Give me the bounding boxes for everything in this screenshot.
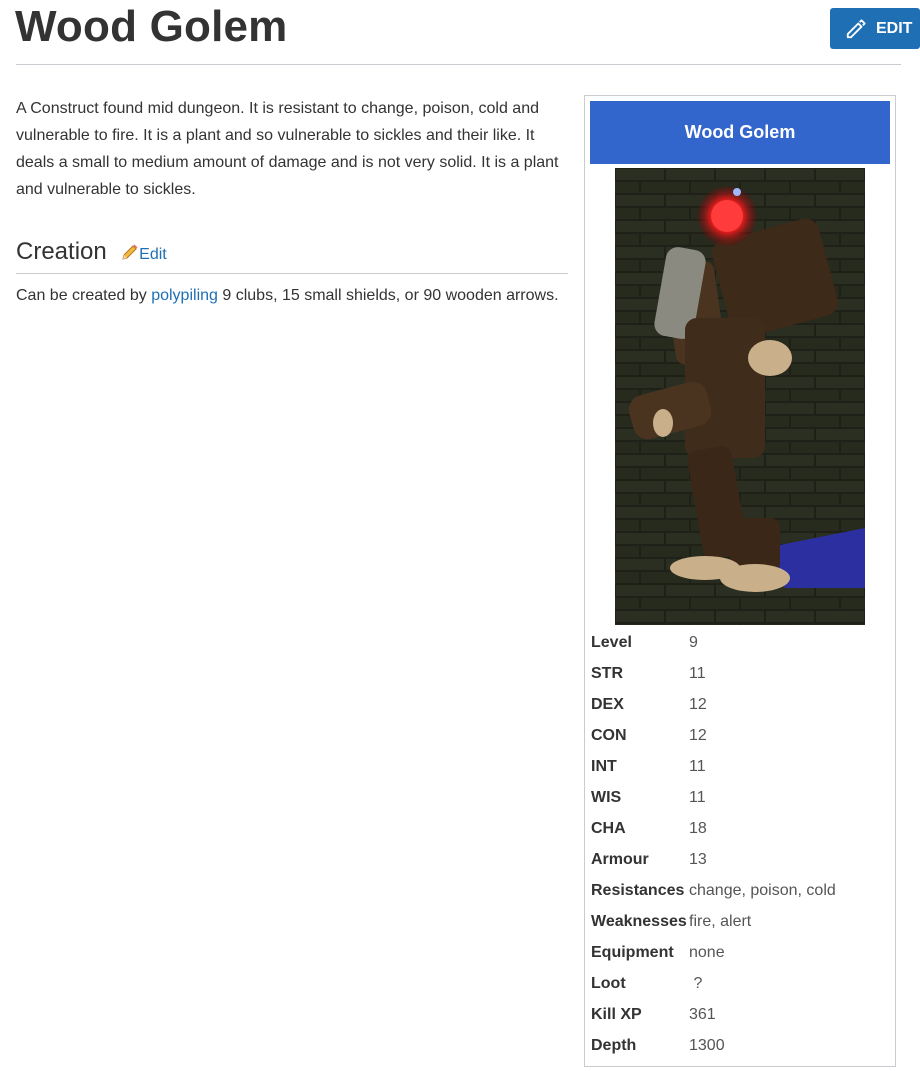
stat-row-equipment: [591, 937, 891, 968]
stat-row-weaknesses: [591, 906, 891, 937]
stat-value: 1300: [689, 1036, 725, 1054]
stat-row-int: [591, 751, 891, 782]
stat-value: 361: [689, 1005, 716, 1023]
stat-value: 18: [689, 819, 707, 837]
stat-value: ?: [689, 974, 703, 992]
polypiling-link[interactable]: polypiling: [151, 287, 218, 304]
stat-row-str: [591, 658, 891, 689]
monster-infobox: [584, 95, 896, 1067]
edit-page-label: EDIT: [876, 19, 913, 37]
pencil-icon: [845, 18, 867, 40]
stat-row-dex: [591, 689, 891, 720]
stat-label: WIS: [591, 788, 622, 806]
stat-value: 11: [689, 788, 706, 806]
stat-row-resistances: [591, 875, 891, 906]
stat-value: 11: [689, 757, 706, 775]
intro-paragraph: A Construct found mid dungeon. It is resistant to change, poison, cold and vulnerable to fire. It is a plant and so vulnerable to sickles and their like. It deals a small to medium amount of damage and is not very solid. It is a plant and vulnerable to sickles.: [16, 100, 559, 198]
stat-value: change, poison, cold: [689, 881, 836, 899]
infobox-title: Wood Golem: [590, 101, 890, 164]
creation-text-before: Can be created by: [16, 287, 152, 304]
creation-edit-label: Edit: [139, 246, 167, 263]
stat-value: 11: [689, 664, 706, 682]
stat-label: Loot: [591, 974, 626, 992]
stat-label: Resistances: [591, 881, 685, 899]
stat-label: Armour: [591, 850, 649, 868]
stat-value: 12: [689, 726, 707, 744]
stat-label: Level: [591, 633, 632, 651]
stat-label: Depth: [591, 1036, 637, 1054]
stat-row-depth: [591, 1030, 891, 1061]
creation-section-heading: [16, 238, 568, 274]
edit-page-button[interactable]: [830, 8, 920, 49]
stat-row-wis: [591, 782, 891, 813]
creation-text: [16, 282, 571, 309]
creation-text-after: 9 clubs, 15 small shields, or 90 wooden arrows.: [217, 287, 559, 304]
stat-row-kill-xp: [591, 999, 891, 1030]
stat-label: Equipment: [591, 943, 674, 961]
page-title: Wood Golem: [15, 2, 288, 51]
stat-value: 12: [689, 695, 707, 713]
stat-row-cha: [591, 813, 891, 844]
stat-row-level: [591, 627, 891, 658]
stat-value: 9: [689, 633, 698, 651]
stat-label: Weaknesses: [591, 912, 687, 930]
pencil-emoji-icon: [121, 243, 139, 261]
stat-row-loot: [591, 968, 891, 999]
stats-table: [591, 627, 891, 1061]
stat-label: CON: [591, 726, 627, 744]
stat-label: CHA: [591, 819, 626, 837]
stat-value: fire, alert: [689, 912, 752, 930]
stat-label: INT: [591, 757, 617, 775]
stat-label: Kill XP: [591, 1005, 642, 1023]
title-divider: [16, 64, 901, 65]
stat-label: STR: [591, 664, 623, 682]
stat-row-armour: [591, 844, 891, 875]
stat-value: none: [689, 943, 725, 961]
stat-row-con: [591, 720, 891, 751]
creation-edit-link[interactable]: [121, 246, 167, 263]
stat-value: 13: [689, 850, 707, 868]
stat-label: DEX: [591, 695, 624, 713]
creation-heading: Creation: [16, 238, 107, 265]
wood-golem-image: [615, 168, 865, 625]
